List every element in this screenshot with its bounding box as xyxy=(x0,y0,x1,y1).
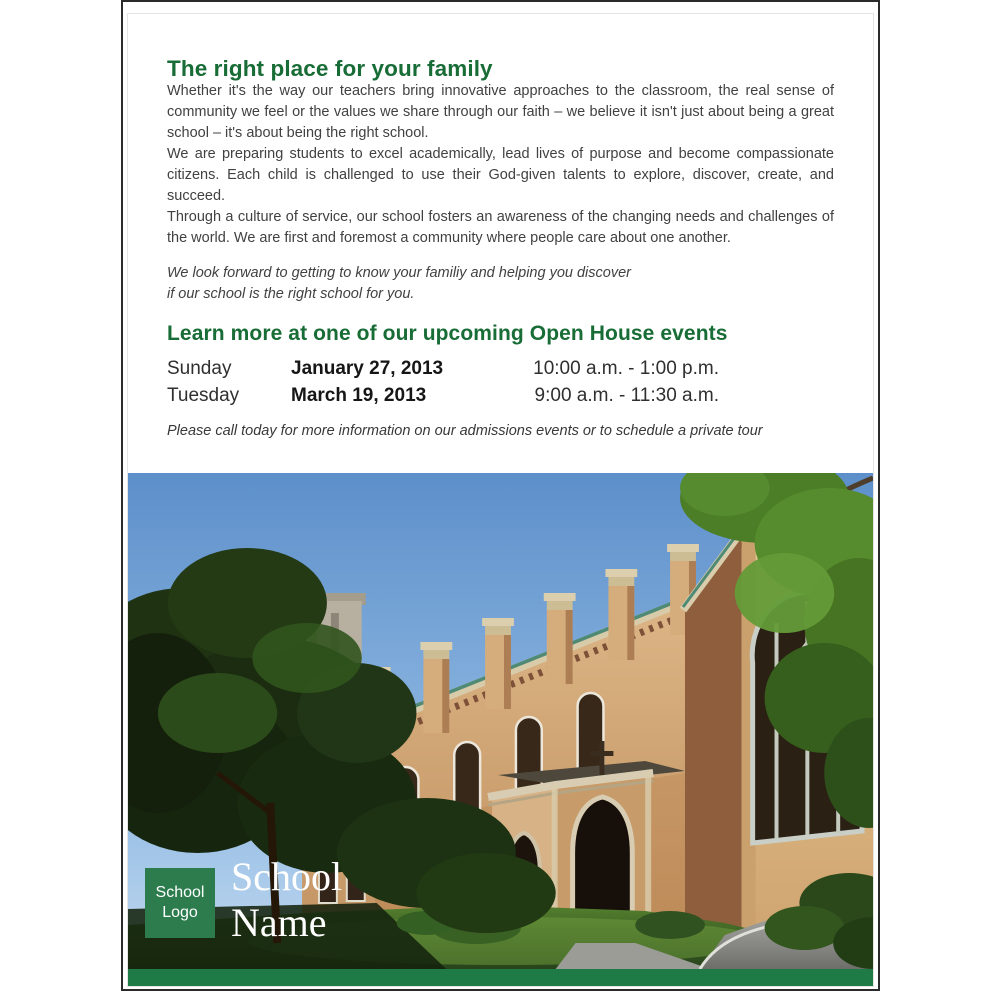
intro-paragraph: Whether it's the way our teachers bring innovative approaches to the classroom, the real sense of community we feel or the values we share through our faith – we believe it isn't just about being a great school – it's about being the right school. xyxy=(167,83,834,141)
call-to-action-note: Please call today for more information on our admissions events or to schedule a private tour xyxy=(167,423,763,439)
events-heading: Learn more at one of our upcoming Open House events xyxy=(167,322,728,345)
event-time: 9:00 a.m. - 11:30 a.m. xyxy=(534,385,719,406)
event-time: 10:00 a.m. - 1:00 p.m. xyxy=(533,358,719,379)
flyer-page xyxy=(121,0,880,991)
school-name-line-1: School xyxy=(231,854,343,899)
event-date: March 19, 2013 xyxy=(291,385,427,406)
school-logo-badge xyxy=(145,868,215,938)
event-row xyxy=(167,355,834,382)
campus-photo xyxy=(128,473,873,969)
flyer-card xyxy=(127,13,874,987)
event-day: Tuesday xyxy=(167,385,240,406)
page-title: The right place for your family xyxy=(167,56,493,81)
service-paragraph: Through a culture of service, our school fosters an awareness of the changing needs and challenges of the world. We are first and foremost a community where people care about one another. xyxy=(167,209,834,246)
event-row xyxy=(167,382,834,409)
school-name xyxy=(231,854,342,946)
closing-note xyxy=(167,263,834,305)
school-name-line-2: Name xyxy=(231,900,327,945)
school-logo-line-1: School xyxy=(155,884,205,901)
footer-bar xyxy=(128,969,873,986)
closing-note-line-1: We look forward to getting to know your familiy and helping you discover xyxy=(167,265,631,281)
event-date: January 27, 2013 xyxy=(291,358,444,379)
flyer-text-section xyxy=(128,14,873,473)
mission-paragraph: We are preparing students to excel academically, lead lives of purpose and become compassionate citizens. Each child is challenged to use their God-given talents to explore, discover, create, and succeed. xyxy=(167,146,834,204)
event-day: Sunday xyxy=(167,358,232,379)
events-table xyxy=(167,355,834,409)
school-logo-line-2: Logo xyxy=(162,904,198,921)
closing-note-line-2: if our school is the right school for you. xyxy=(167,286,415,302)
